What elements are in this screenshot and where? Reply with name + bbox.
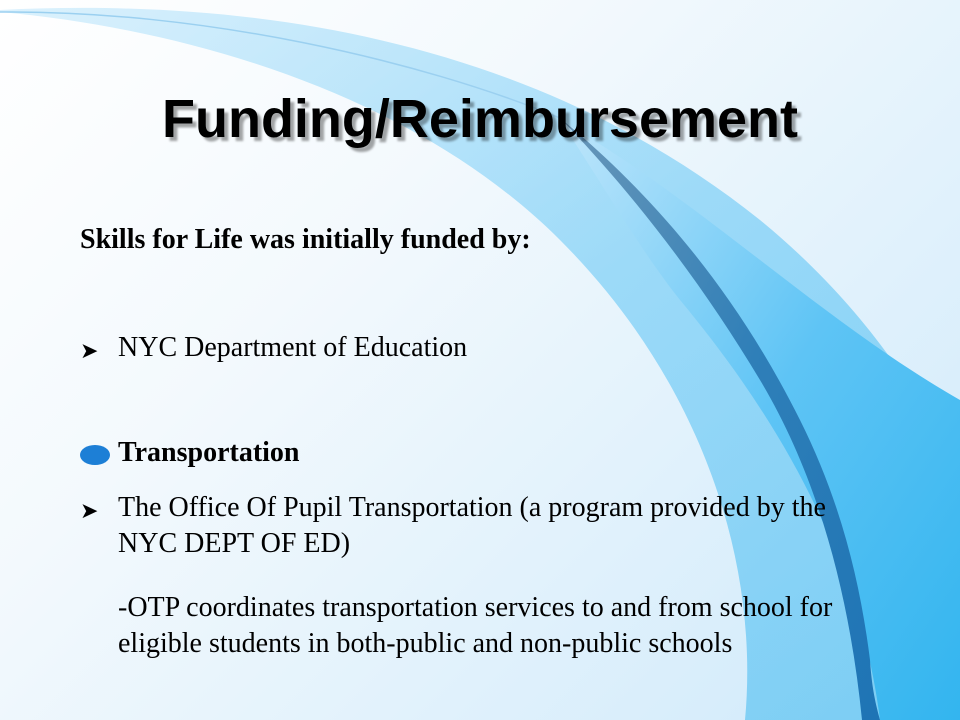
round-bullet-icon: [80, 445, 110, 465]
slide-subtitle: Skills for Life was initially funded by:: [80, 224, 531, 255]
list-item-text: Transportation: [118, 437, 300, 468]
arrow-bullet-icon: ➤: [80, 498, 99, 523]
list-item-text: NYC Department of Education: [118, 332, 468, 363]
slide-title: Funding/Reimbursement: [161, 89, 799, 149]
arrow-bullet-icon: ➤: [80, 338, 99, 363]
list-item-text: -OTP coordinates transportation services to and from school for eligible students in both-public and non-public schools: [118, 592, 833, 659]
list-item-text: The Office Of Pupil Transportation (a program provided by the NYC DEPT OF ED): [118, 492, 826, 559]
